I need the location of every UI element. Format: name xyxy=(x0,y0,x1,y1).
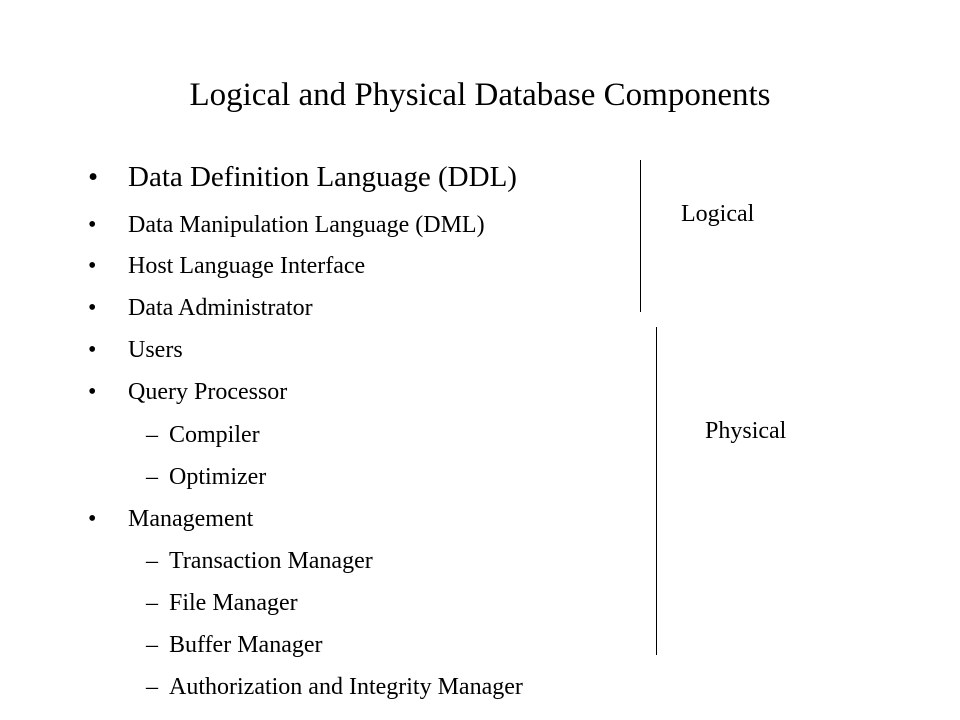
list-item-label: Data Definition Language (DDL) xyxy=(128,161,517,193)
physical-group-divider xyxy=(656,327,657,655)
list-item-label: File Manager xyxy=(169,590,298,616)
dash-icon: – xyxy=(146,548,158,574)
list-item-label: Transaction Manager xyxy=(169,548,373,574)
list-item-label: Data Manipulation Language (DML) xyxy=(128,212,485,238)
dash-icon: – xyxy=(146,464,158,490)
dash-icon: – xyxy=(146,632,158,658)
logical-group-divider xyxy=(640,160,641,312)
list-item-label: Buffer Manager xyxy=(169,632,323,658)
slide-title: Logical and Physical Database Components xyxy=(189,77,771,113)
bullet-icon: • xyxy=(88,337,97,363)
bullet-icon: • xyxy=(88,212,97,238)
list-item-label: Data Administrator xyxy=(128,295,313,321)
bullet-icon: • xyxy=(88,253,97,279)
list-item-label: Authorization and Integrity Manager xyxy=(169,674,523,700)
dash-icon: – xyxy=(146,674,158,700)
dash-icon: – xyxy=(146,422,158,448)
list-item-label: Management xyxy=(128,506,254,532)
list-item-label: Compiler xyxy=(169,422,260,448)
list-item-label: Query Processor xyxy=(128,379,288,405)
dash-icon: – xyxy=(146,590,158,616)
physical-group-label: Physical xyxy=(705,418,787,444)
logical-group-label: Logical xyxy=(681,201,755,227)
bullet-icon: • xyxy=(88,506,97,532)
bullet-icon: • xyxy=(88,161,99,193)
list-item-label: Host Language Interface xyxy=(128,253,366,279)
bullet-icon: • xyxy=(88,379,97,405)
list-item-label: Optimizer xyxy=(169,464,267,490)
bullet-icon: • xyxy=(88,295,97,321)
list-item-label: Users xyxy=(128,337,183,363)
